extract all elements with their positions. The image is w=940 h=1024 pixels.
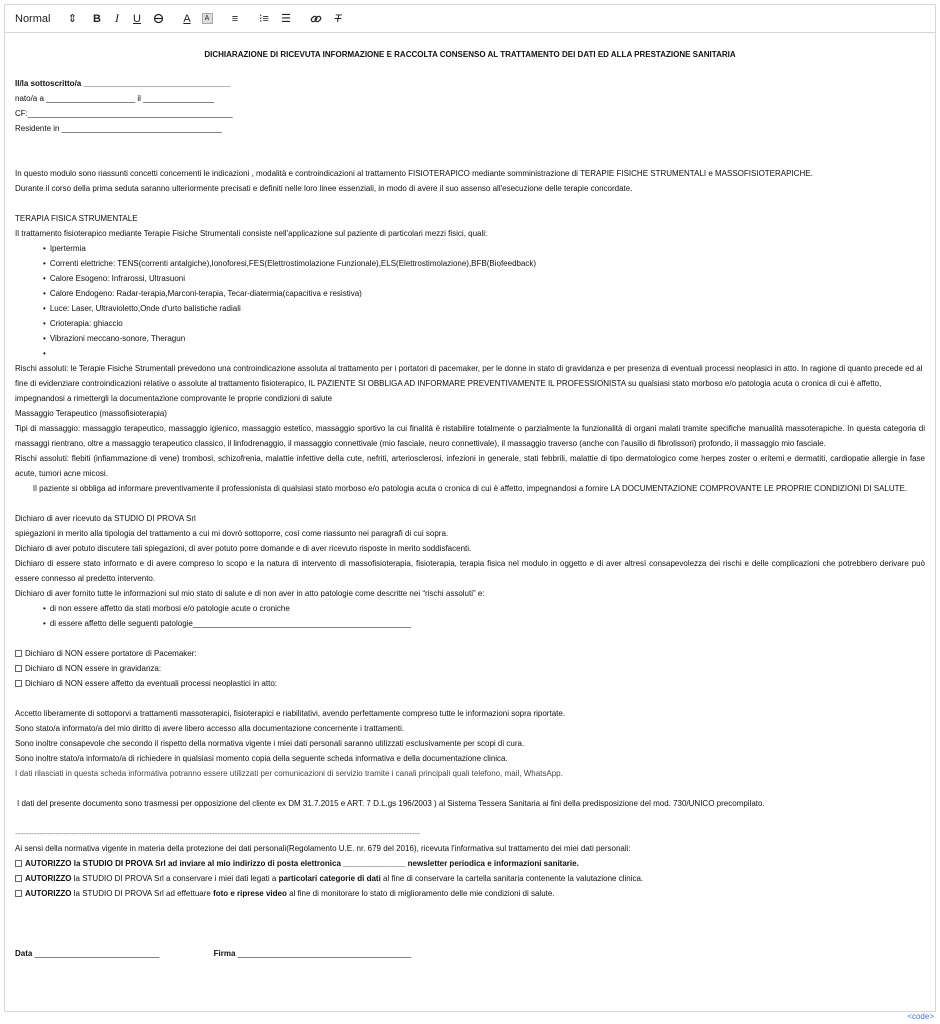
separator-dashes: --------------------------------------------------------------------------------------------------------------------------------------------------------	[15, 829, 420, 838]
autorizzo-3[interactable]	[15, 886, 925, 901]
check-label: Dichiaro di NON essere in gravidanza:	[25, 664, 162, 673]
rischi-paragraph-2: Rischi assoluti: flebiti (infiammazione di vene) trombosi, schizofrenia, malattie infettive della cute, nefriti, arteriosclerosi, infezioni in generale, stati febbrili, malattie di tipo dermatologico come herpes zoster o eritemi e dermatiti, cardiopatie allergie in fase acute, tumori acne micosi.	[15, 454, 925, 478]
list-item: • Luce: Laser, Ultravioletto,Onde d'urto balistiche radiali	[43, 301, 925, 316]
residente-line: Residente in ____________________________________	[15, 124, 222, 133]
strike-icon	[153, 13, 164, 24]
check-gravidanza[interactable]	[15, 661, 925, 676]
check-label: Dichiaro di NON essere affetto da eventuali processi neoplastici in atto:	[25, 679, 277, 688]
autorizzo-1[interactable]	[15, 856, 925, 871]
editor-content[interactable]	[5, 33, 935, 961]
list-item: • Correnti elettriche: TENS(correnti antalgiche),Ionoforesi,FES(Elettrostimolazione Funzionale),ELS(Elettrostimolazione),BFB(Biofeedback)	[43, 256, 925, 271]
checkbox-icon[interactable]	[15, 665, 22, 672]
list-item: • Vibrazioni meccano-sonore, Theragun	[43, 331, 925, 346]
list-item	[43, 346, 925, 361]
accetto-2: Sono stato/a informato/a del mio diritto di avere libero accesso alla documentazione concernente i trattamenti.	[15, 724, 405, 733]
rich-text-editor[interactable]	[4, 4, 936, 1012]
tfs-description: Il trattamento fisioterapico mediante Terapie Fisiche Strumentali consiste nell'applicazione sul paziente di particolari mezzi fisici, quali:	[15, 229, 488, 238]
accetto-3: Sono inoltre consapevole che secondo il rispetto della normativa vigente i miei dati personali saranno utilizzati esclusivamente per scopi di cura.	[15, 739, 525, 748]
autorizzo-2-text-b: particolari categorie di dati	[278, 874, 381, 883]
accetto-5: I dati rilasciati in questa scheda informativa potranno essere utilizzati per comunicazioni di servizio tramite i canali principali quali telefono, mail, WhatsApp.	[15, 769, 563, 778]
privacy-paragraph: Ai sensi della normativa vigente in materia della protezione dei dati personali(Regolamento U.E. nr. 679 del 2016), ricevuta l'informativa sul trattamento dei miei dati personali:	[15, 844, 631, 853]
clear-format-button[interactable]: T	[334, 12, 342, 25]
obbligo-paragraph: Il paziente si obbliga ad informare preventivamente il professionista di qualsiasi stato morboso e/o patologia acuta o cronica di cui è affetto, impegnandosi a fornire LA DOCUMENTAZIONE COMPROVANTE LE PROPRIE CONDIZIONI DI SALUTE.	[32, 484, 908, 493]
data-line: ____________________________	[34, 949, 160, 958]
format-arrows-icon: ⇕	[67, 13, 77, 25]
rischi-paragraph-1: Rischi assoluti: le Terapie Fisiche Strumentali prevedono una controindicazione assoluta al trattamento per i portatori di pacemaker, per le donne in stato di gravidanza e per presenza di eventuali processi neoplasici in atto. In ragione di quanto precede ed al fine di evidenziare controindicazioni relative o assolute al trattamento fisioterapico, IL PAZIENTE SI OBBLIGA AD INFORMARE PREVENTIVAMENTE IL PROFESSIONISTA su qualsiasi stato morboso e/o patologia acuta o cronica di cui è affetto, impegnandosi a rimettergli la documentazione comprovante le proprie condizioni di salute	[15, 364, 923, 403]
bg-color-icon: A	[202, 13, 213, 24]
accetto-1: Accetto liberamente di sottoporvi a trattamenti massoterapici, fisioterapici e riabilitativi, avendo perfettamente compreso tutte le informazioni sopra riportate.	[15, 709, 566, 718]
autorizzo-1-text: AUTORIZZO la STUDIO DI PROVA Srl ad inviare al mio indirizzo di posta elettronica ______________ newsletter periodica e informazioni sanitarie.	[25, 859, 579, 868]
intro-paragraph-2: Durante il corso della prima seduta saranno ulteriormente precisati e definiti nelle loro linee essenziali, in modo di avere il suo assenso all'esecuzione delle terapie concordate.	[15, 184, 633, 193]
check-neoplastici[interactable]	[15, 676, 925, 691]
list-item: • Calore Endogeno: Radar-terapia,Marconi-terapia, Tecar-diatermia(capacitiva e resistiva)	[43, 286, 925, 301]
checkbox-icon[interactable]	[15, 680, 22, 687]
massaggio-description: Tipi di massaggio: massaggio terapeutico, massaggio igienico, massaggio estetico, massaggio sportivo la cui finalità è ristabilire totalmente o parzialmente la funzionalità di organi malati tramite specifiche manualità massoterapiche. In questa categoria di massaggi rientrano, oltre a massaggio terapeutico classico, il linfodrenaggio, il massaggio connettivale (mio fasciale, neuro connettivale), il massaggio traverso (anche con l'ausilio di fibrolissori) profondo, il massaggio mio fasciale.	[15, 424, 925, 448]
tessera-paragraph: I dati del presente documento sono trasmessi per opposizione del cliente ex DM 31.7.2015 e ART. 7 D.L.gs 196/2003 ) al Sistema Tessera Sanitaria ai fini della predisposizione del mod. 730/UNICO precompilato.	[17, 799, 765, 808]
document-title: DICHIARAZIONE DI RICEVUTA INFORMAZIONE E RACCOLTA CONSENSO AL TRATTAMENTO DEI DATI ED ALLA PRESTAZIONE SANITARIA	[204, 50, 736, 59]
format-label: Normal	[15, 12, 51, 25]
bold-button[interactable]: B	[93, 12, 101, 25]
checkbox-icon[interactable]	[15, 860, 22, 867]
checkbox-icon[interactable]	[15, 650, 22, 657]
tfs-list	[15, 241, 925, 361]
autorizzo-3-text-a: la STUDIO DI PROVA Srl ad effettuare	[71, 889, 214, 898]
link-icon	[310, 13, 322, 25]
dichiaro-1: Dichiaro di aver ricevuto da STUDIO DI PROVA Srl	[15, 514, 196, 523]
background-color-button[interactable]	[201, 10, 213, 28]
strike-button[interactable]	[151, 10, 165, 28]
editor-toolbar	[5, 5, 935, 33]
bullet-list-button[interactable]: ☰	[281, 13, 291, 25]
autorizzo-3-text-b: foto e riprese video	[213, 889, 287, 898]
accetto-4: Sono inoltre stato/a informato/a di richiedere in qualsiasi momento copia della seguente scheda informativa e della documentazione clinica.	[15, 754, 508, 763]
align-button[interactable]: ≡	[231, 12, 239, 25]
code-view-link[interactable]: <code>	[907, 1012, 934, 1021]
ordered-list-button[interactable]: ⁝≡	[259, 13, 269, 25]
autorizzo-3-text-c: al fine di monitorare lo stato di miglioramento delle mie condizioni di salute.	[286, 889, 555, 898]
autorizzo-3-bold: AUTORIZZO	[25, 889, 72, 898]
underline-button[interactable]: U	[133, 12, 141, 25]
dichiaro-4: Dichiaro di essere stato informato e di avere compreso lo scopo e la natura di intervento di massofisioterapia, fisioterapia, terapia fisica nel modulo in oggetto e di aver altresì consapevolezza dei rischi e delle complicazioni che potrebbero derivare può essere connesso al predetto intervento.	[15, 559, 925, 583]
tfs-title: TERAPIA FISICA STRUMENTALE	[15, 214, 138, 223]
check-label: Dichiaro di NON essere portatore di Pacemaker:	[25, 649, 197, 658]
firma-label: Firma	[213, 949, 236, 958]
massaggio-title: Massaggio Terapeutico (massofisioterapia)	[15, 409, 167, 418]
dichiaro-list	[15, 601, 925, 631]
firma-line: _______________________________________	[237, 949, 412, 958]
intro-paragraph-1: In questo modulo sono riassunti concetti concernenti le indicazioni , modalità e controindicazioni al trattamento FISIOTERAPICO mediante somministrazione di TERAPIE FISICHE STRUMENTALI e MASSOFISIOTERAPICHE.	[15, 169, 813, 178]
check-pacemaker[interactable]	[15, 646, 925, 661]
list-item: • Ipertermia	[43, 241, 925, 256]
autorizzo-2-text-c: al fine di conservare la cartella sanitaria contenente la valutazione clinica.	[380, 874, 644, 883]
link-button[interactable]	[309, 10, 323, 28]
autorizzo-2[interactable]	[15, 871, 925, 886]
signature-row	[15, 946, 925, 961]
text-color-button[interactable]: A	[183, 12, 191, 25]
list-item: • di non essere affetto da stati morbosi e/o patologie acute o croniche	[43, 601, 925, 616]
nato-line: nato/a a ____________________ il ________________	[15, 94, 215, 103]
list-item: • di essere affetto delle seguenti patologie_________________________________________________	[43, 616, 925, 631]
dichiaro-5: Dichiaro di aver fornito tutte le informazioni sul mio stato di salute e di non aver in atto patologie come descritte nei “rischi assoluti” e:	[15, 589, 485, 598]
format-select[interactable]	[15, 10, 77, 28]
italic-button[interactable]: I	[115, 11, 119, 25]
cf-line: CF:______________________________________________	[15, 109, 233, 118]
dichiaro-2: spiegazioni in merito alla tipologia del trattamento a cui mi dovrò sottoporre, così come riassunto nei paragrafi di cui sopra.	[15, 529, 449, 538]
checkbox-icon[interactable]	[15, 890, 22, 897]
list-item: • Calore Esogeno: Infrarossi, Ultrasuoni	[43, 271, 925, 286]
list-item: • Crioterapia: ghiaccio	[43, 316, 925, 331]
dichiaro-3: Dichiaro di aver potuto discutere tali spiegazioni, di aver potuto porre domande e di aver ricevuto risposte in merito soddisfacenti.	[15, 544, 472, 553]
autorizzo-2-text-a: la STUDIO DI PROVA Srl a conservare i miei dati legati a	[71, 874, 279, 883]
checkbox-icon[interactable]	[15, 875, 22, 882]
autorizzo-2-bold: AUTORIZZO	[25, 874, 72, 883]
sottoscritto-line: Il/la sottoscritto/a _________________________________	[15, 79, 231, 88]
data-label: Data	[15, 949, 33, 958]
